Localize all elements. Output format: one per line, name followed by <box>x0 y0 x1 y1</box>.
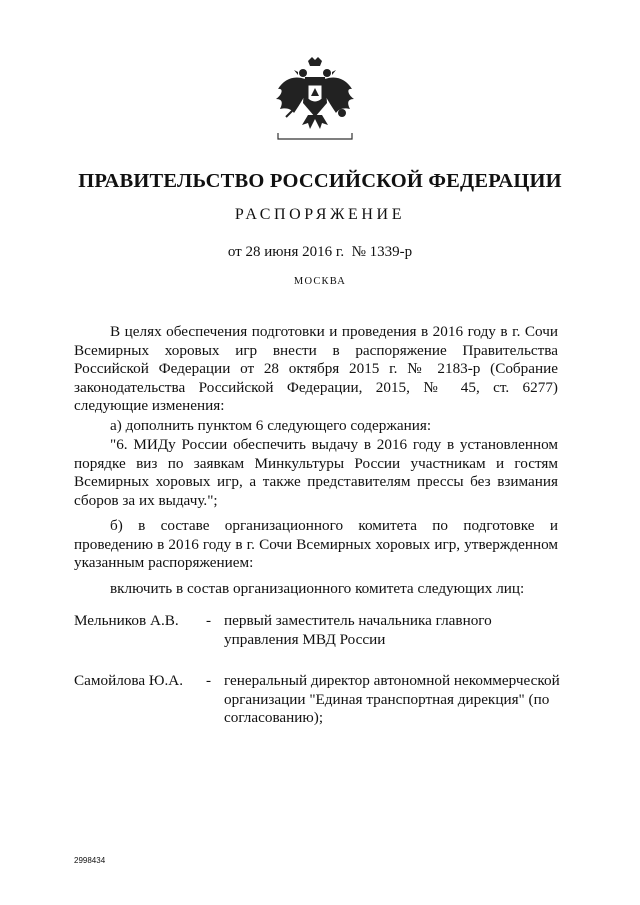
intro-paragraph-block <box>74 323 558 416</box>
member-name: Самойлова Ю.А. <box>74 672 184 689</box>
item-b-paragraph: б) в составе организационного комитета по подготовке и проведению в 2016 году в г. Сочи Всемирных хоровых игр, утвержденном указанным распоряжением: <box>74 517 558 572</box>
item-b-include-block <box>74 580 558 599</box>
member-name: Мельников А.В. <box>74 612 179 629</box>
item-b-block <box>74 517 558 573</box>
document-type: РАСПОРЯЖЕНИЕ <box>234 206 406 223</box>
member-position: первый заместитель начальника главного управления МВД России <box>224 612 492 648</box>
item-a-quote-paragraph: "6. МИДу России обеспечить выдачу в 2016 году в установленном порядке виз по заявкам Минкультуры России участникам и гостям Всемирных хоровых игр, а также представителям прессы без взимания сборов за их выдачу."; <box>74 436 558 509</box>
document-city: МОСКВА <box>293 276 347 287</box>
document-code: 2998434 <box>74 856 106 865</box>
member-position: генеральный директор автономной некоммерческой организации "Единая транспортная дирекция" (по согласованию); <box>224 672 560 727</box>
government-title: ПРАВИТЕЛЬСТВО РОССИЙСКОЙ ФЕДЕРАЦИИ <box>78 170 562 192</box>
item-a-quote-block <box>74 436 558 510</box>
item-b-include-paragraph: включить в состав организационного комитета следующих лиц: <box>110 580 525 597</box>
date-number-text: от 28 июня 2016 г. № 1339-р <box>227 244 413 260</box>
member-dash: - <box>206 612 212 629</box>
intro-paragraph: В целях обеспечения подготовки и проведения в 2016 году в г. Сочи Всемирных хоровых игр внести в распоряжение Правительства Российской Федерации от 28 октября 2015 г. № 2183-р (Собрание законодательства Российской Федерации, 2015, № 45, ст. 6277) следующие изменения: <box>74 323 558 415</box>
russian-coat-of-arms-icon <box>272 55 358 147</box>
document-date-number <box>0 244 640 261</box>
item-a-paragraph: а) дополнить пунктом 6 следующего содержания: <box>110 417 432 434</box>
member-dash: - <box>206 672 212 689</box>
item-a-block <box>74 417 558 436</box>
